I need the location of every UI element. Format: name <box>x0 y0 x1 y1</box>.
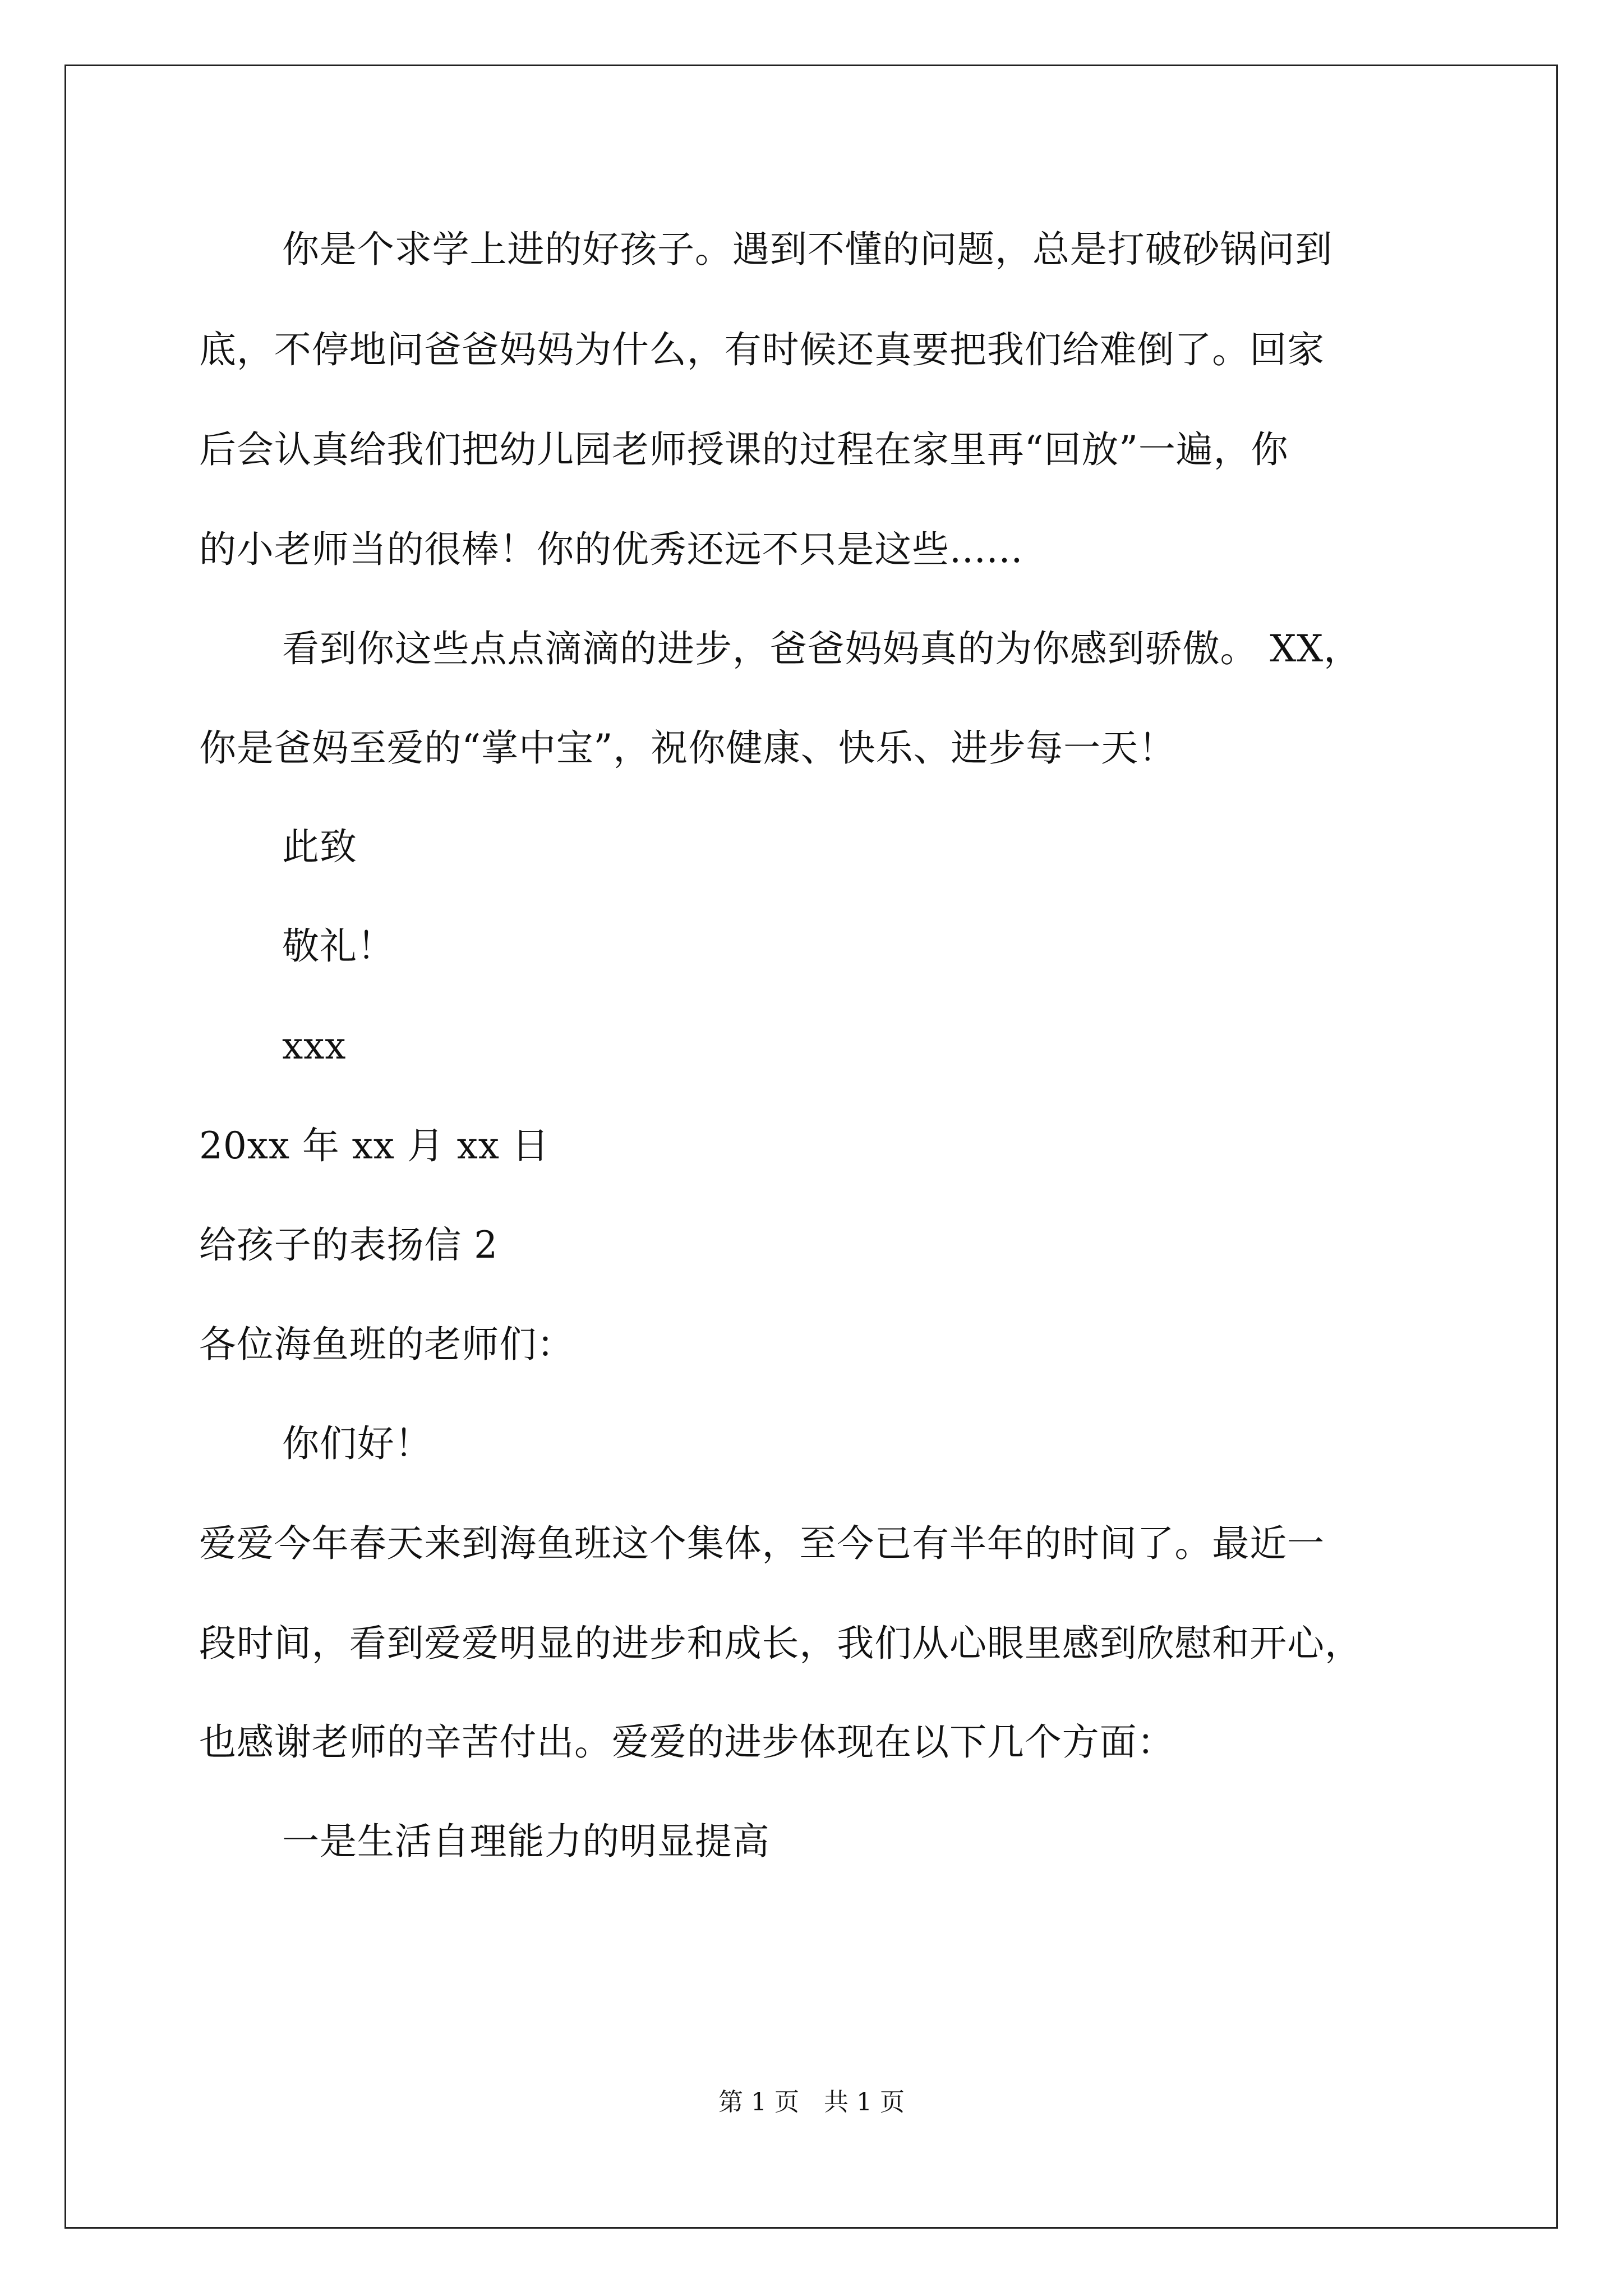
letter-greeting: 各位海鱼班的老师们： <box>199 1323 574 1366</box>
paragraph-line: 段时间，看到爱爱明显的进步和成长，我们从心眼里感到欣慰和开心， <box>199 1622 1362 1665</box>
letter-date: 20xx 年 xx 月 xx 日 <box>199 1124 550 1167</box>
paragraph-line: 你是个求学上进的好孩子。遇到不懂的问题，总是打破砂锅问到 <box>282 228 1333 271</box>
greeting-line: 你们好！ <box>282 1422 432 1465</box>
page-number-footer: 第 1 页 共 1 页 <box>718 2088 905 2116</box>
paragraph-line: 底，不停地问爸爸妈妈为什么，有时候还真要把我们给难倒了。回家 <box>199 328 1325 371</box>
letter-title: 给孩子的表扬信 2 <box>199 1223 499 1267</box>
signature-name: xxx <box>282 1024 347 1068</box>
paragraph-line: 你是爸妈至爱的“掌中宝”，祝你健康、快乐、进步每一天！ <box>199 726 1176 770</box>
closing-regards: 敬礼！ <box>282 924 395 968</box>
closing-salutation: 此致 <box>282 825 357 868</box>
paragraph-line: 一是生活自理能力的明显提高 <box>282 1820 770 1863</box>
paragraph-line: 爱爱今年春天来到海鱼班这个集体，至今已有半年的时间了。最近一 <box>199 1522 1325 1565</box>
paragraph-line: 看到你这些点点滴滴的进步，爸爸妈妈真的为你感到骄傲。 XX， <box>282 627 1361 670</box>
paragraph-line: 也感谢老师的辛苦付出。爱爱的进步体现在以下几个方面： <box>199 1720 1175 1764</box>
paragraph-line: 的小老师当的很棒！你的优秀还远不只是这些...... <box>199 528 1023 571</box>
paragraph-line: 后会认真给我们把幼儿园老师授课的过程在家里再“回放”一遍，你 <box>199 428 1289 471</box>
